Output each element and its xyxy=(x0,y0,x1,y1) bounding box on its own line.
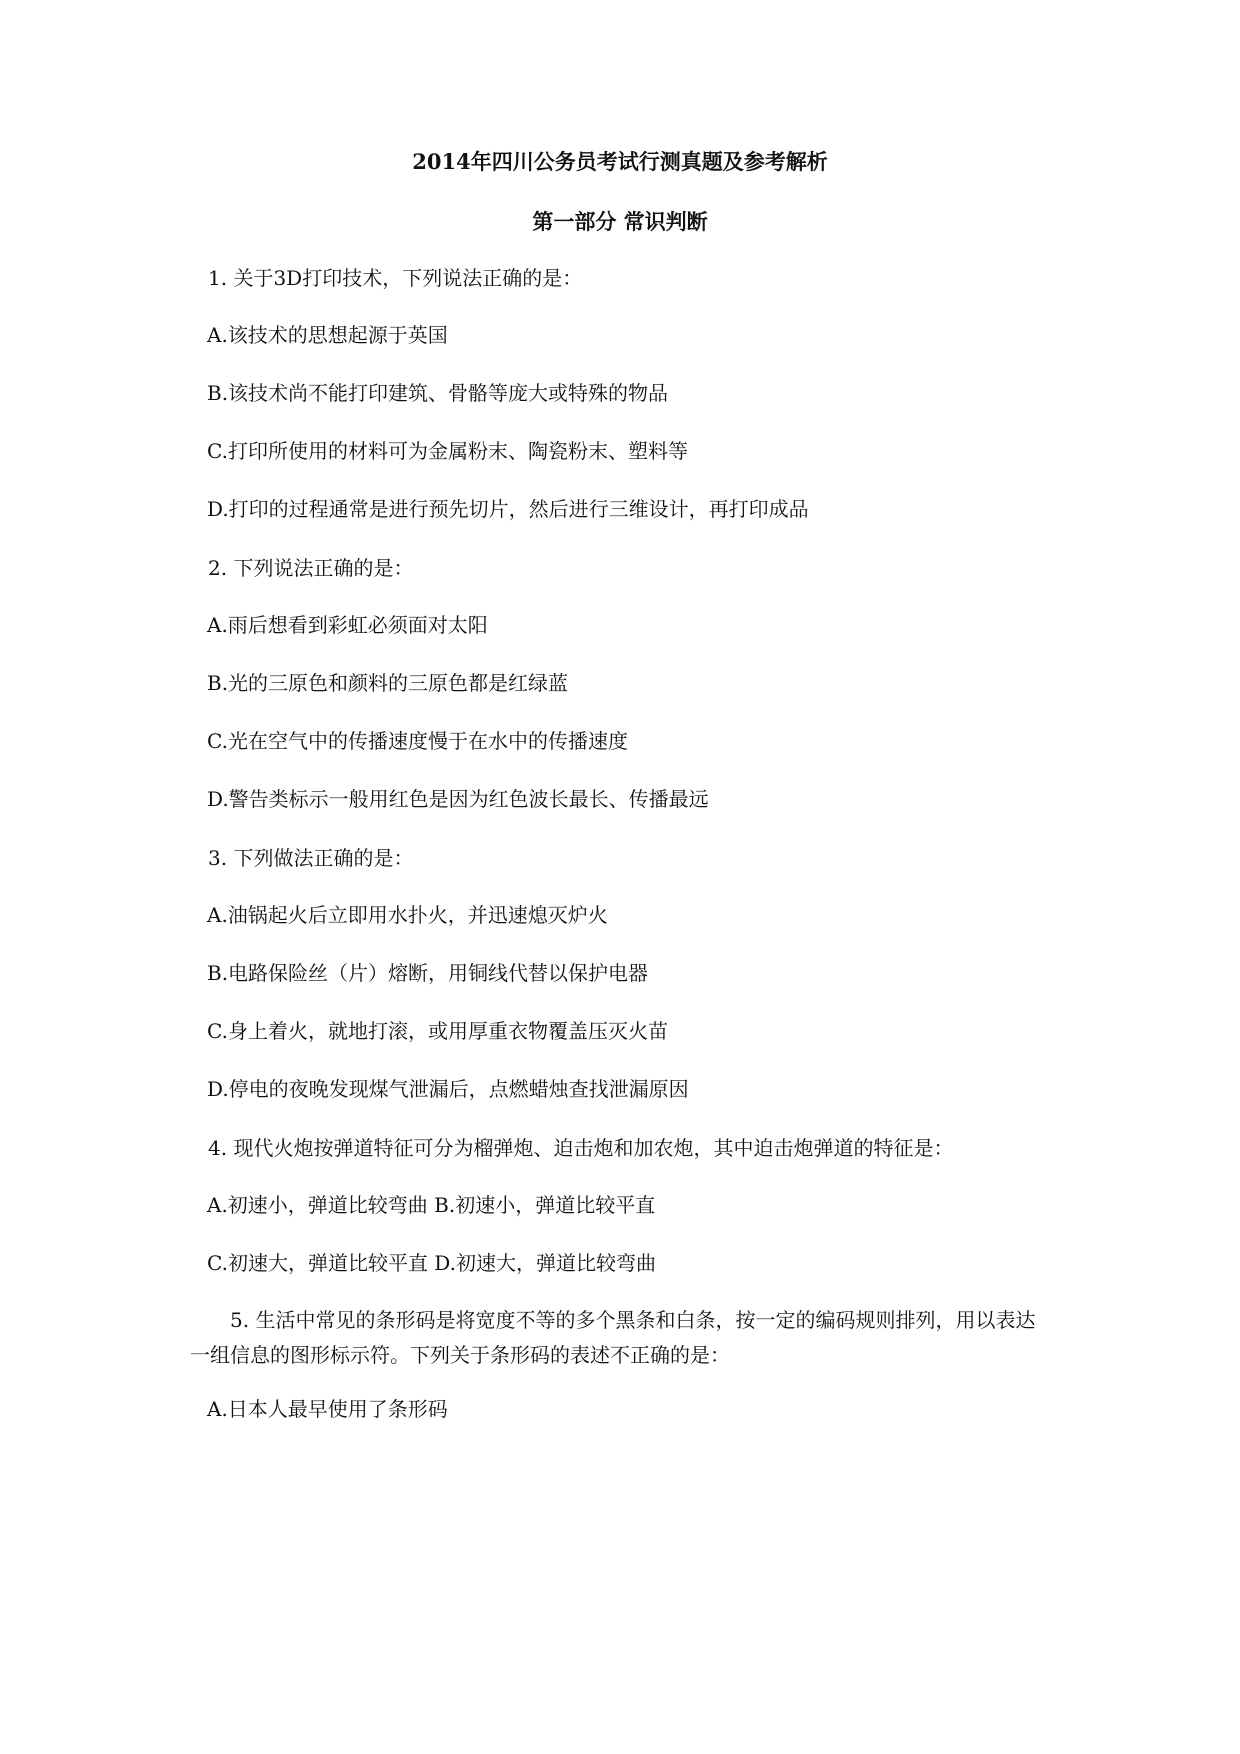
question-2-option-c: C.光在空气中的传播速度慢于在水中的传播速度 xyxy=(207,729,628,753)
question-3-option-d: D.停电的夜晚发现煤气泄漏后，点燃蜡烛查找泄漏原因 xyxy=(207,1077,689,1101)
question-1-stem: 1. 关于3D打印技术，下列说法正确的是： xyxy=(208,266,583,290)
question-3-option-a: A.油锅起火后立即用水扑火，并迅速熄灭炉火 xyxy=(207,903,608,927)
question-3-option-c: C.身上着火，就地打滚，或用厚重衣物覆盖压灭火苗 xyxy=(207,1019,668,1043)
question-1-option-a: A.该技术的思想起源于英国 xyxy=(207,323,448,347)
question-3-stem: 3. 下列做法正确的是： xyxy=(208,846,414,870)
section-heading: 第一部分 常识判断 xyxy=(532,209,708,234)
question-2-option-a: A.雨后想看到彩虹必须面对太阳 xyxy=(207,613,488,637)
question-2-option-d: D.警告类标示一般用红色是因为红色波长最长、传播最远 xyxy=(207,787,709,811)
document-title: 2014年四川公务员考试行测真题及参考解析 xyxy=(412,149,828,174)
question-1-option-b: B.该技术尚不能打印建筑、骨骼等庞大或特殊的物品 xyxy=(207,381,669,405)
question-3-option-b: B.电路保险丝（片）熔断，用铜线代替以保护电器 xyxy=(207,961,649,985)
question-4-stem: 4. 现代火炮按弹道特征可分为榴弹炮、迫击炮和加农炮，其中迫击炮弹道的特征是： xyxy=(208,1136,954,1160)
question-5-stem: 5. 生活中常见的条形码是将宽度不等的多个黑条和白条，按一定的编码规则排列，用以表达一组信息的图形标示符。下列关于条形码的表述不正确的是： xyxy=(190,1308,1036,1367)
question-1-option-d: D.打印的过程通常是进行预先切片，然后进行三维设计，再打印成品 xyxy=(207,497,809,521)
question-4-options-cd: C.初速大，弹道比较平直 D.初速大，弹道比较弯曲 xyxy=(207,1251,656,1275)
question-2-option-b: B.光的三原色和颜料的三原色都是红绿蓝 xyxy=(207,671,569,695)
question-2-stem: 2. 下列说法正确的是： xyxy=(208,556,414,580)
question-1-option-c: C.打印所使用的材料可为金属粉末、陶瓷粉末、塑料等 xyxy=(207,439,688,463)
question-4-options-ab: A.初速小，弹道比较弯曲 B.初速小，弹道比较平直 xyxy=(207,1193,656,1217)
question-5-option-a: A.日本人最早使用了条形码 xyxy=(207,1397,448,1421)
